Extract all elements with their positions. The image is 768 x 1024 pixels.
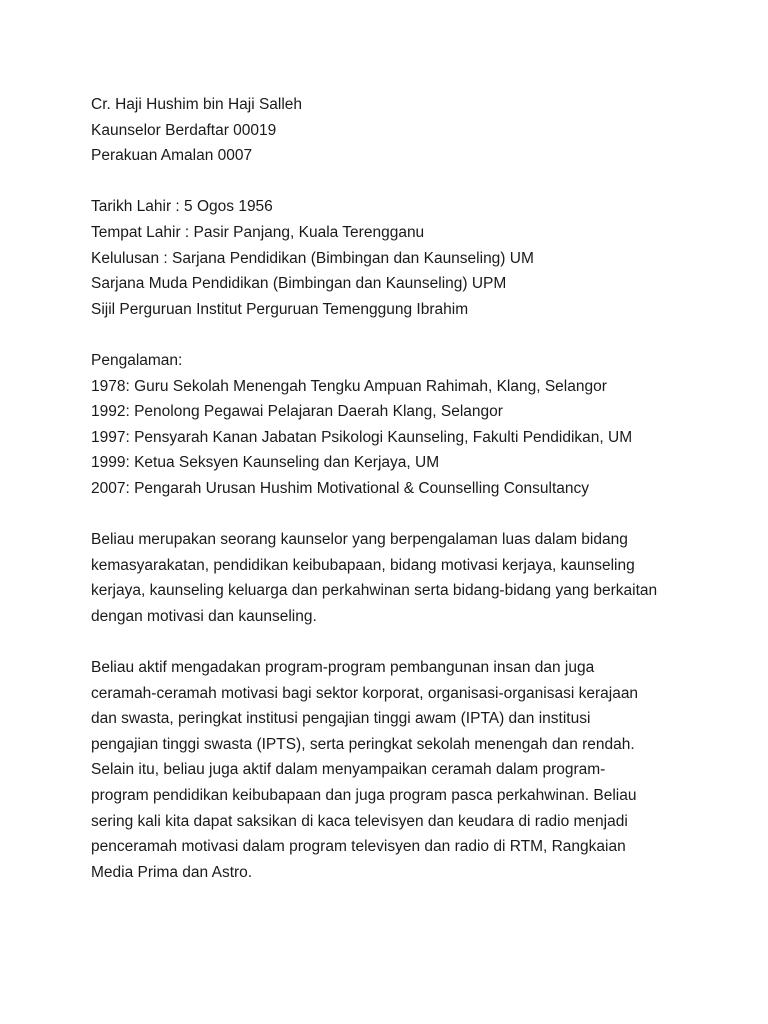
paragraph-line: dengan motivasi dan kaunseling.	[91, 607, 317, 625]
spacer	[91, 502, 691, 528]
paragraph-activities	[91, 655, 686, 885]
paragraph-line: ceramah-ceramah motivasi bagi sektor korporat, organisasi-organisasi kerajaan	[91, 684, 639, 702]
practice-certificate: Perakuan Amalan 0007	[91, 147, 253, 165]
education-line: Sarjana Muda Pendidikan (Bimbingan dan Kaunseling) UPM	[91, 275, 507, 293]
birth-date: Tarikh Lahir : 5 Ogos 1956	[91, 198, 273, 216]
education-line: Sijil Perguruan Institut Perguruan Temenggung Ibrahim	[91, 300, 469, 318]
counselor-name: Cr. Haji Hushim bin Haji Salleh	[91, 96, 303, 113]
experience-item: 2007: Pengarah Urusan Hushim Motivational & Counselling Consultancy	[91, 479, 589, 497]
registration-number: Kaunselor Berdaftar 00019	[91, 121, 277, 139]
paragraph-line: Media Prima dan Astro.	[91, 863, 253, 881]
education-line: Kelulusan : Sarjana Pendidikan (Bimbingan dan Kaunseling) UM	[91, 249, 534, 267]
paragraph-background	[91, 527, 686, 629]
experience-item: 1999: Ketua Seksyen Kaunseling dan Kerjaya, UM	[91, 454, 440, 472]
birth-place: Tempat Lahir : Pasir Panjang, Kuala Terengganu	[91, 223, 425, 241]
experience-heading: Pengalaman:	[91, 351, 183, 369]
paragraph-line: dan swasta, peringkat institusi pengajian tinggi awam (IPTA) dan institusi	[91, 710, 591, 728]
paragraph-line: pengajian tinggi swasta (IPTS), serta peringkat sekolah menengah dan rendah.	[91, 735, 635, 753]
paragraph-line: sering kali kita dapat saksikan di kaca televisyen dan keudara di radio menjadi	[91, 812, 628, 830]
experience-item: 1978: Guru Sekolah Menengah Tengku Ampuan Rahimah, Klang, Selangor	[91, 377, 607, 395]
document-page	[91, 92, 691, 885]
spacer	[91, 629, 691, 655]
paragraph-line: Selain itu, beliau juga aktif dalam menyampaikan ceramah dalam program-	[91, 761, 606, 779]
paragraph-line: penceramah motivasi dalam program televisyen dan radio di RTM, Rangkaian	[91, 838, 626, 856]
paragraph-line: Beliau aktif mengadakan program-program pembangunan insan dan juga	[91, 659, 595, 677]
experience-item: 1992: Penolong Pegawai Pelajaran Daerah Klang, Selangor	[91, 403, 503, 421]
paragraph-line: program pendidikan keibubapaan dan juga program pasca perkahwinan. Beliau	[91, 787, 637, 805]
spacer	[91, 322, 691, 348]
paragraph-line: kemasyarakatan, pendidikan keibubapaan, bidang motivasi kerjaya, kaunseling	[91, 556, 635, 574]
spacer	[91, 169, 691, 195]
paragraph-line: Beliau merupakan seorang kaunselor yang berpengalaman luas dalam bidang	[91, 531, 628, 549]
experience-item: 1997: Pensyarah Kanan Jabatan Psikologi Kaunseling, Fakulti Pendidikan, UM	[91, 428, 633, 446]
paragraph-line: kerjaya, kaunseling keluarga dan perkahwinan serta bidang-bidang yang berkaitan	[91, 582, 658, 600]
